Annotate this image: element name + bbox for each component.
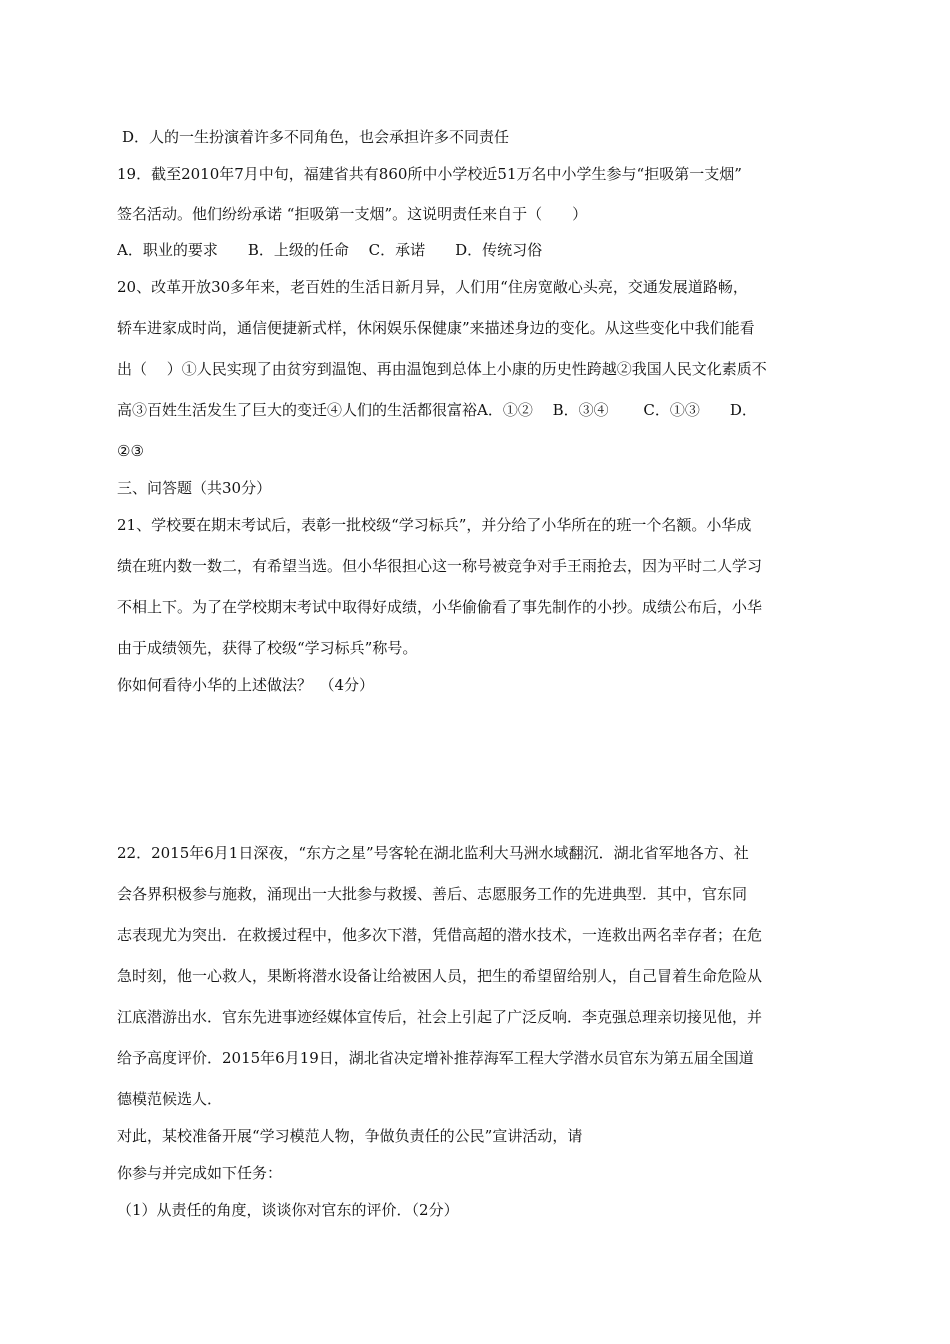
q22-intro-line-1: 对此，某校准备开展“学习模范人物，争做负责任的公民”宣讲活动，请 — [117, 1127, 583, 1145]
q22-task-1: （1）从责任的角度，谈谈你对官东的评价．（2分） — [117, 1201, 459, 1219]
q22-stem-line-4: 急时刻，他一心救人，果断将潜水设备让给被困人员，把生的希望留给别人，自己冒着生命危险从 — [117, 967, 763, 985]
q21-stem-line-3: 不相上下。为了在学校期末考试中取得好成绩，小华偷偷看了事先制作的小抄。成绩公布后，小华 — [117, 598, 763, 616]
q21-stem-line-1: 21、学校要在期末考试后，表彰一批校级“学习标兵”，并分给了小华所在的班一个名额。小华成 — [117, 516, 752, 534]
q19-options: A．职业的要求 B．上级的任命 C．承诺 D．传统习俗 — [117, 241, 543, 259]
q22-stem-line-3: 志表现尤为突出．在救援过程中，他多次下潜，凭借高超的潜水技术，一连救出两名幸存者；在危 — [117, 926, 763, 944]
section-heading: 三、问答题（共30分） — [117, 479, 272, 497]
q22-intro-line-2: 你参与并完成如下任务： — [117, 1164, 283, 1182]
q20-stem-line-2: 轿车进家成时尚，通信便捷新式样，休闲娱乐保健康”来描述身边的变化。从这些变化中我们能看 — [117, 319, 755, 337]
q20-stem-line-4: 高③百姓生活发生了巨大的变迁④人们的生活都很富裕A．①② B．③④ C．①③ D． — [117, 401, 757, 419]
q22-stem-line-2: 会各界积极参与施救，涌现出一大批参与救援、善后、志愿服务工作的先进典型．其中，官东同 — [117, 885, 748, 903]
q20-stem-line-1: 20、改革开放30多年来，老百姓的生活日新月异，人们用“住房宽敞心头亮，交通发展道路畅， — [117, 278, 748, 296]
q19-stem-line-2: 签名活动。他们纷纷承诺 “拒吸第一支烟”。这说明责任来自于（ ） — [117, 205, 588, 223]
q22-stem-line-1: 22．2015年6月1日深夜，“东方之星”号客轮在湖北监利大马洲水域翻沉．湖北省军地各方、社 — [117, 844, 749, 862]
q21-stem-line-4: 由于成绩领先，获得了校级“学习标兵”称号。 — [117, 639, 418, 657]
q22-stem-line-5: 江底潜游出水．官东先进事迹经媒体宣传后，社会上引起了广泛反响．李克强总理亲切接见他，并 — [117, 1008, 763, 1026]
q20-stem-line-3: 出（ ）①人民实现了由贫穷到温饱、再由温饱到总体上小康的历史性跨越②我国人民文化素质不 — [117, 360, 767, 378]
q22-stem-line-6: 给予高度评价．2015年6月19日，湖北省决定增补推荐海军工程大学潜水员官东为第五届全国道 — [117, 1049, 754, 1067]
q18-option-d: D．人的一生扮演着许多不同角色，也会承担许多不同责任 — [122, 128, 510, 146]
q19-stem-line-1: 19．截至2010年7月中旬，福建省共有860所中小学校近51万名中小学生参与“拒吸第一支烟” — [117, 165, 742, 183]
q21-stem-line-2: 绩在班内数一数二，有希望当选。但小华很担心这一称号被竞争对手王雨抢去，因为平时二人学习 — [117, 557, 763, 575]
q21-question: 你如何看待小华的上述做法？ （4分） — [117, 676, 375, 694]
q20-stem-line-5: ②③ — [117, 442, 144, 460]
q22-stem-line-7: 德模范候选人． — [117, 1090, 223, 1108]
